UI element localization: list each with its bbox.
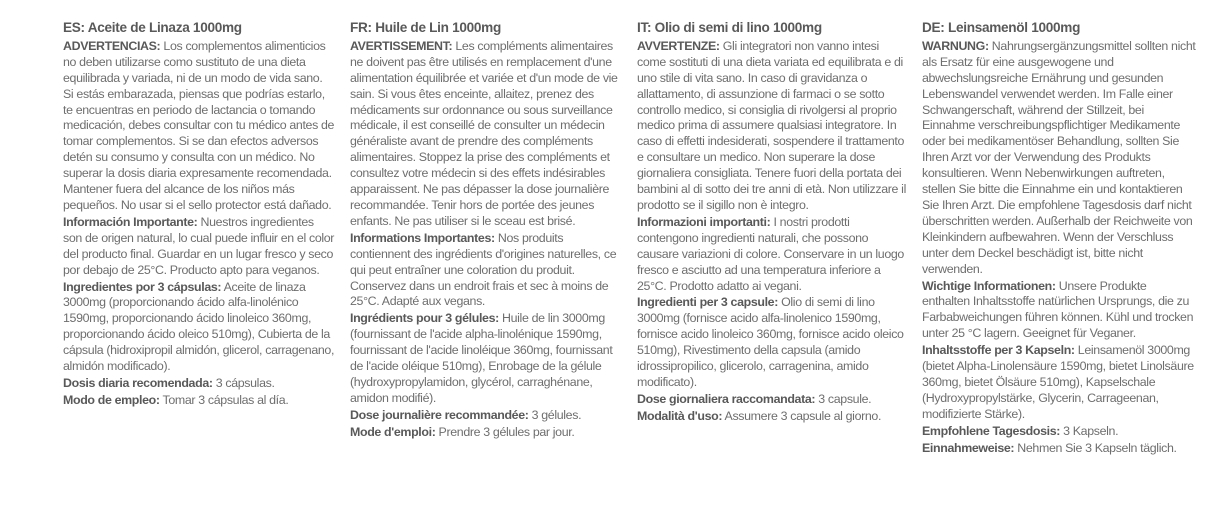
section-important-info bbox=[637, 215, 909, 295]
column-title: FR: Huile de Lin 1000mg bbox=[350, 20, 501, 35]
section-warning bbox=[63, 39, 335, 214]
section-daily-dose bbox=[350, 408, 622, 424]
section-heading: Dose giornaliera raccomandata: bbox=[637, 391, 816, 406]
section-heading: Wichtige Informationen: bbox=[922, 278, 1056, 293]
section-ingredients bbox=[637, 295, 909, 390]
section-heading: Modo de empleo: bbox=[63, 392, 160, 407]
section-text: 3 cápsulas. bbox=[212, 375, 275, 390]
section-heading: Mode d'emploi: bbox=[350, 424, 436, 439]
section-heading: Ingredienti per 3 capsule: bbox=[637, 295, 779, 310]
section-text: 3 capsule. bbox=[815, 391, 872, 406]
section-text: Nuestros ingredientes son de origen natural, lo cual puede influir en el color del producto final. Guardar en un lugar fresco y seco por debajo de 25°C. Producto apto para veganos. bbox=[63, 214, 335, 277]
section-text: Tomar 3 cápsulas al día. bbox=[159, 392, 289, 407]
column-title: IT: Olio di semi di lino 1000mg bbox=[637, 20, 822, 35]
section-directions bbox=[637, 409, 909, 425]
column-title: ES: Aceite de Linaza 1000mg bbox=[63, 20, 242, 35]
section-heading: Ingredientes por 3 cápsulas: bbox=[63, 279, 222, 294]
section-warning bbox=[350, 39, 622, 230]
section-daily-dose bbox=[922, 424, 1197, 440]
section-daily-dose bbox=[637, 392, 909, 408]
section-text: I nostri prodotti contengono ingredienti naturali, che possono causare variazioni di colore. Conservare in un luogo fresco e asciutto ad una temperatura inferiore a 25°C. Prodotto adatto ai vegani. bbox=[637, 214, 904, 293]
section-heading: Einnahmeweise: bbox=[922, 440, 1015, 455]
section-text: Unsere Produkte enthalten Inhaltsstoffe natürlichen Ursprungs, die zu Farbabweichungen führen können. Kühl und trocken unter 25 °C lagern. Geeignet für Veganer. bbox=[922, 278, 1194, 341]
section-heading: Ingrédients pour 3 gélules: bbox=[350, 311, 499, 326]
section-text: Nahrungsergänzungsmittel sollten nicht als Ersatz für eine ausgewogene und abwechslungsreiche Ernährung und gesunden Lebenswandel verwendet werden. Im Falle einer Schwangerschaft, während der Stillzeit, bei Einnahme verschreibungspflichtiger Medikamente oder bei medikamentöser Behandlung, sollten Sie Ihren Arzt vor der Verwendung des Produkts konsultieren. Wenn Nebenwirkungen auftreten, stellen Sie bitte die Einnahme ein und kontaktieren Sie Ihren Arzt. Die empfohlene Tagesdosis darf nicht überschritten werden. Außerhalb der Reichweite von Kleinkindern aufbewahren. Wenn der Verschluss unter dem Deckel beschädigt ist, bitte nicht verwenden. bbox=[922, 38, 1196, 276]
section-heading: Dosis diaria recomendada: bbox=[63, 375, 213, 390]
section-ingredients bbox=[63, 280, 335, 375]
section-text: Nos produits contiennent des ingrédients d'origines naturelles, ce qui peut entraîner une coloration du produit. Conservez dans un endroit frais et sec à moins de 25°C. Adapté aux vegans. bbox=[350, 230, 617, 309]
section-important-info bbox=[350, 231, 622, 311]
column-title: DE: Leinsamenöl 1000mg bbox=[922, 20, 1081, 35]
section-text: Gli integratori non vanno intesi come sostituti di una dieta variata ed equilibrata e di uno stile di vita sano. In caso di gravidanza o allattamento, di assunzione di farmaci o se sotto controllo medico, si consiglia di rivolgersi al proprio medico prima di assumere qualsiasi integratore. In caso di effetti indesiderati, sospendere il trattamento e consultare un medico. Non superare la dose giornaliera consigliata. Tenere fuori della portata dei bambini al di sotto dei tre anni di età. Non utilizzare il prodotto se il sigillo non è integro. bbox=[637, 38, 906, 212]
section-heading: Dose journalière recommandée: bbox=[350, 407, 529, 422]
section-heading: Información Importante: bbox=[63, 214, 198, 229]
section-directions bbox=[350, 425, 622, 441]
section-ingredients bbox=[350, 311, 622, 406]
section-heading: Inhaltsstoffe per 3 Kapseln: bbox=[922, 343, 1075, 358]
section-heading: AVVERTENZE: bbox=[637, 38, 720, 53]
column-de bbox=[922, 20, 1197, 456]
section-warning bbox=[637, 39, 909, 214]
section-important-info bbox=[63, 215, 335, 279]
section-text: Prendre 3 gélules par jour. bbox=[435, 424, 575, 439]
section-heading: Empfohlene Tagesdosis: bbox=[922, 423, 1061, 438]
section-important-info bbox=[922, 279, 1197, 343]
section-heading: ADVERTENCIAS: bbox=[63, 38, 161, 53]
section-text: Leinsamenöl 3000mg (bietet Alpha-Linolensäure 1590mg, bietet Linolsäure 360mg, bietet Ölsäure 510mg), Kapselschale (Hydroxypropylstärke, Glycerin, Carrageenan, modifizierte Stärke). bbox=[922, 343, 1194, 421]
section-text: Assumere 3 capsule al giorno. bbox=[722, 408, 882, 423]
section-text: 3 Kapseln. bbox=[1060, 423, 1119, 438]
section-text: Huile de lin 3000mg (fournissant de l'acide alpha-linolénique 1590mg, fournissant de l'acide linoléique 360mg, fournissant de l'acide oléique 510mg), Enrobage de la gélule (hydroxypropylamidon, glycérol, carraghénane, amidon modifié). bbox=[350, 311, 613, 405]
section-daily-dose bbox=[63, 376, 335, 392]
section-heading: AVERTISSEMENT: bbox=[350, 38, 453, 53]
section-heading: WARNUNG: bbox=[922, 38, 989, 53]
column-es bbox=[63, 20, 335, 409]
column-fr bbox=[350, 20, 622, 441]
section-warning bbox=[922, 39, 1197, 278]
section-text: Los complementos alimenticios no deben utilizarse como sustituto de una dieta equilibrada y variada, ni de un modo de vida sano. Si estás embarazada, piensas que podrías estarlo, te encuentras en periodo de lactancia o tomando medicación, debes consultar con tu médico antes de tomar complementos. Si se dan efectos adversos detén su consumo y consulta con un médico. No superar la dosis diaria expresamente recomendada. Mantener fuera del alcance de los niños más pequeños. No usar si el sello protector está dañado. bbox=[63, 38, 335, 212]
section-text: Nehmen Sie 3 Kapseln täglich. bbox=[1014, 440, 1177, 455]
section-ingredients bbox=[922, 343, 1197, 423]
section-text: Aceite de linaza 3000mg (proporcionando ácido alfa-linolénico 1590mg, proporcionando ácido linoleico 360mg, proporcionando ácido oleico 510mg), Cubierta de la cápsula (hidroxipropil almidón, glicerol, carragenano, almidón modificado). bbox=[63, 279, 335, 374]
section-text: 3 gélules. bbox=[528, 407, 582, 422]
section-directions bbox=[922, 441, 1197, 457]
section-heading: Modalità d'uso: bbox=[637, 408, 723, 423]
section-text: Olio di semi di lino 3000mg (fornisce acido alfa-linolenico 1590mg, fornisce acido linoleico 360mg, fornisce acido oleico 510mg), Rivestimento della capsula (amido idrossipropilico, glicerolo, carragenina, amido modificato). bbox=[637, 295, 904, 389]
section-text: Les compléments alimentaires ne doivent pas être utilisés en remplacement d'une alimentation équilibrée et variée et d'un mode de vie sain. Si vous êtes enceinte, allaitez, prenez des médicaments sur ordonnance ou sous surveillance médicale, il est conseillé de consulter un médecin généraliste avant de prendre des compléments alimentaires. Stoppez la prise des compléments et consultez votre médecin si des effets indésirables apparaissent. Ne pas dépasser la dose journalière recommandée. Tenir hors de portée des jeunes enfants. Ne pas utiliser si le sceau est brisé. bbox=[350, 38, 618, 228]
column-it bbox=[637, 20, 909, 425]
section-directions bbox=[63, 393, 335, 409]
section-heading: Informations Importantes: bbox=[350, 230, 495, 245]
section-heading: Informazioni importanti: bbox=[637, 214, 771, 229]
